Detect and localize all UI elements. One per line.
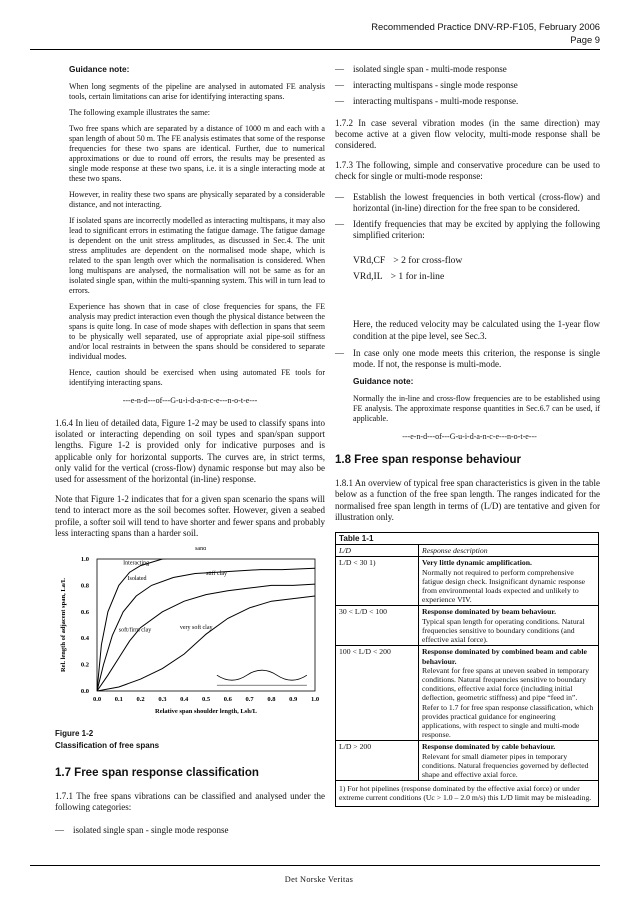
table-row [336,646,599,741]
y-axis-label: Rel. length of adjacent span, La/L [60,577,67,673]
list-item-text: interacting multispans - single mode response [353,80,518,91]
list-item [335,192,600,214]
page-header [371,20,600,46]
paragraph-1-6-4: 1.6.4 In lieu of detailed data, Figure 1-2 may be used to classify spans into isolated or interacting depending on soil types and span/span support lengths. Figure 1-2 is provided only for indicative purposes and is applicable only for horizontal supports. The curves are, in strict terms, only valid for the vertical (cross-flow) dynamic response but may also be used for assessment of the horizontal (in-line) response. [55,418,325,485]
table-cell [419,741,599,781]
y-tick-label: 0.0 [80,688,89,696]
paragraph-1-7-3: 1.7.3 The following, simple and conservative procedure can be used to check for single or multi-mode response: [335,160,600,182]
x-axis-label: Relative span shoulder length, Lsh/L [155,708,257,716]
series-line-very-soft-clay [97,596,315,691]
x-tick-label: 0.8 [267,696,276,704]
table-cell: L/D < 30 1) [336,557,419,606]
response-text: Normally not required to perform comprehensive fatigue design check. Insignificant dynamic response from environmental loads expected and unlikely to experience VIV. [422,567,586,605]
table-cell: L/D > 200 [336,741,419,781]
x-tick-label: 0.6 [223,696,232,704]
dash-bullet: — [335,80,344,91]
list-item-text: Establish the lowest frequencies in both vertical (cross-flow) and horizontal (in-line) direction for the free span to be considered. [353,191,600,213]
chart-svg [55,547,325,727]
dash-bullet: — [335,347,344,358]
guidance-note-title: Guidance note: [353,376,414,387]
criterion-formulas [353,253,600,285]
paragraph-reduced-velocity: Here, the reduced velocity may be calculated using the 1-year flow condition at the pipe level, see Sec.3. [353,319,600,341]
response-heading: Very little dynamic amplification. [422,558,532,568]
guidance-note-2 [339,376,600,442]
list-item [335,219,600,241]
guidance-paragraph: If isolated spans are incorrectly modelled as interacting multispans, it may also lead to significant errors in estimating the fatigue damage. The fatigue damage is dependent on the unit stress amplitudes, as discussed in Sec.4. The unit stress amplitudes are dependent on the normalised mode shape, which is related to the span length over which the normalisation is considered. When long multispans are analysed, the normalisation will not be same as for an isolated single span, within the multi-spanning system. This will in turn lead to errors. [69,216,325,295]
x-tick-label: 0.1 [114,696,123,704]
list-item-text: isolated single span - multi-mode response [353,64,507,74]
list-item-text: isolated single span - single mode response [73,825,229,836]
guidance-paragraph: Normally the in-line and cross-flow frequencies are to be established using FE analysis. The approximate response quantities in Sec.6.7 can be used, if applicable. [353,394,600,424]
response-heading: Response dominated by cable behaviour. [422,742,556,752]
paragraph-1-8-1: 1.8.1 An overview of typical free span characteristics is given in the table below as a function of the free span length. The ranges indicated for the normalised free span length in terms of (L/D) are tentative and given for illustration only. [335,478,600,522]
response-heading: Response dominated by beam behaviour. [422,607,557,617]
table-cell: 30 < L/D < 100 [336,606,419,646]
x-tick-label: 0.4 [180,696,189,704]
guidance-paragraph: Two free spans which are separated by a distance of 1000 m and each with a span length of about 50 m. The FE analysis estimates that some of the response frequencies for these two spans are identical. Further, due to numerical approximations or due to round off errors, the results may be presented as single mode response at these two spans, i.e. it is a single interacting mode at these two spans. [69,124,325,183]
table-row [336,557,599,606]
table-cell [419,646,599,741]
annotation-label: Isolated [127,576,147,583]
y-tick-label: 0.2 [80,661,89,669]
list-item [335,80,600,91]
span-inset-sketch [217,670,307,680]
dash-bullet: — [335,96,344,107]
table-row [336,606,599,646]
x-tick-label: 0.2 [136,696,145,704]
list-item [55,825,325,836]
y-tick-label: 0.6 [80,608,89,616]
section-heading-1-8: 1.8 Free span response behaviour [335,454,521,467]
footer-rule [30,865,600,866]
figure-1-2-chart [55,547,325,727]
table-1-1 [335,532,599,806]
y-tick-label: 0.8 [80,582,89,590]
x-tick-label: 1.0 [310,696,320,704]
table-cell: 100 < L/D < 200 [336,646,419,741]
formula-rhs: > 1 for in-line [390,271,445,283]
formula-rhs: > 2 for cross-flow [393,255,463,267]
dash-bullet: — [335,191,344,202]
annotation-label: Interacting [123,560,150,567]
table-cell [419,557,599,606]
list-item-text: interacting multispans - multi-mode response. [353,96,519,107]
paragraph-1-7-2: 1.7.2 In case several vibration modes (in the same direction) may become active at a given flow velocity, multi-mode response shall be considered. [335,117,600,151]
guidance-paragraph: When long segments of the pipeline are analysed in automated FE analysis tools, certain limitations can arise for identifying interacting spans. [69,82,325,101]
guidance-end-marker: ---e-n-d---of---G-u-i-d-a-n-c-e---n-o-t-e--- [402,432,537,442]
header-rule [30,49,600,50]
y-tick-label: 0.4 [80,635,89,643]
x-tick-label: 0.7 [245,696,254,704]
x-tick-label: 0.3 [158,696,167,704]
guidance-paragraph: Hence, caution should be exercised when using automated FE tools for identifying interacting spans. [69,368,325,387]
header-page-number: Page 9 [570,34,600,45]
response-text: Relevant for free spans at uneven seabed in temporary conditions. Natural frequencies sensitive to boundary conditions, effective axial force (including initial deflection, geometric stiffness) and pipe “feed in”. Refer to 1.7 for free span response classification, which provides practical guidance for engineering applications, with respect to single and multi-mode response. [422,665,594,740]
list-item [335,96,600,107]
dash-bullet: — [335,219,344,230]
guidance-note-1 [55,64,325,406]
x-tick-label: 0.5 [201,696,211,704]
annotation-label: stiff clay [206,570,228,577]
formula-lhs: VRd,IL [353,271,383,283]
section-heading-1-7: 1.7 Free span response classification [55,767,259,780]
table-header-ld: L/D [336,545,419,557]
annotation-label: very soft clay [179,624,213,631]
page-footer: Det Norske Veritas [284,875,354,884]
response-heading: Response dominated by combined beam and cable behaviour. [422,647,587,666]
paragraph-note: Note that Figure 1-2 indicates that for a given span scenario the spans will tend to interact more as the soil becomes softer. However, given a seabed profile, a softer soil will tend to have shorter and fewer spans and probably less interacting spans than a harder soil. [55,494,325,538]
right-column [335,64,600,807]
guidance-note-title: Guidance note: [69,64,130,74]
y-tick-label: 1.0 [80,556,89,564]
table-row [336,741,599,781]
response-text: Typical span length for operating conditions. Natural frequencies sensitive to boundary conditions (and effective axial force). [422,616,585,645]
dash-bullet: — [55,825,64,836]
formula-cross-flow [353,253,600,269]
x-tick-label: 0.0 [92,696,102,704]
annotation-label: soft/firm clay [118,627,152,634]
paragraph-1-7-1: 1.7.1 The free spans vibrations can be classified and analysed under the following categories: [55,791,325,813]
list-item [335,348,600,370]
table-title: Table 1-1 [336,533,599,545]
table-footnote: 1) For hot pipelines (response dominated by the effective axial force) or under extreme current conditions (Uc > 1.0 – 2.0 m/s) this L/D limit may be misleading. [336,781,599,806]
header-document-title: Recommended Practice DNV-RP-F105, February 2006 [371,21,600,32]
figure-title: Figure 1-2 [55,729,94,739]
formula-in-line [353,269,600,285]
table-header-response: Response description [419,545,599,557]
response-text: Relevant for small diameter pipes in temporary conditions. Natural frequencies governed by deflected shape and effective axial force. [422,751,589,779]
table-cell [419,606,599,646]
list-item-text: Identify frequencies that may be excited by applying the following simplified criterion: [353,219,600,241]
left-column [55,64,325,842]
list-item-text: In case only one mode meets this criterion, the response is single mode. If not, the response is multi-mode. [353,347,600,370]
annotation-label: sand [195,547,207,552]
guidance-paragraph: However, in reality these two spans are physically separated by a considerable distance, and not interacting. [69,190,325,209]
guidance-paragraph: Experience has shown that in case of close frequencies for spans, the FE analysis may predict interaction even though the physical distance between the spans is quite long. In case of mode shapes with deflection in spans that seem to be physically well separated, use of appropriate axial pipe-soil stiffness and/or local restraints in between the spans should be considered to separate individual modes. [69,302,325,361]
guidance-paragraph: The following example illustrates the same: [69,108,211,117]
x-tick-label: 0.9 [289,696,298,704]
list-item [335,64,600,75]
formula-lhs: VRd,CF [353,255,386,267]
guidance-end-marker: ---e-n-d---of---G-u-i-d-a-n-c-e---n-o-t-e--- [122,396,258,405]
dash-bullet: — [335,64,344,74]
figure-caption: Classification of free spans [55,741,160,751]
